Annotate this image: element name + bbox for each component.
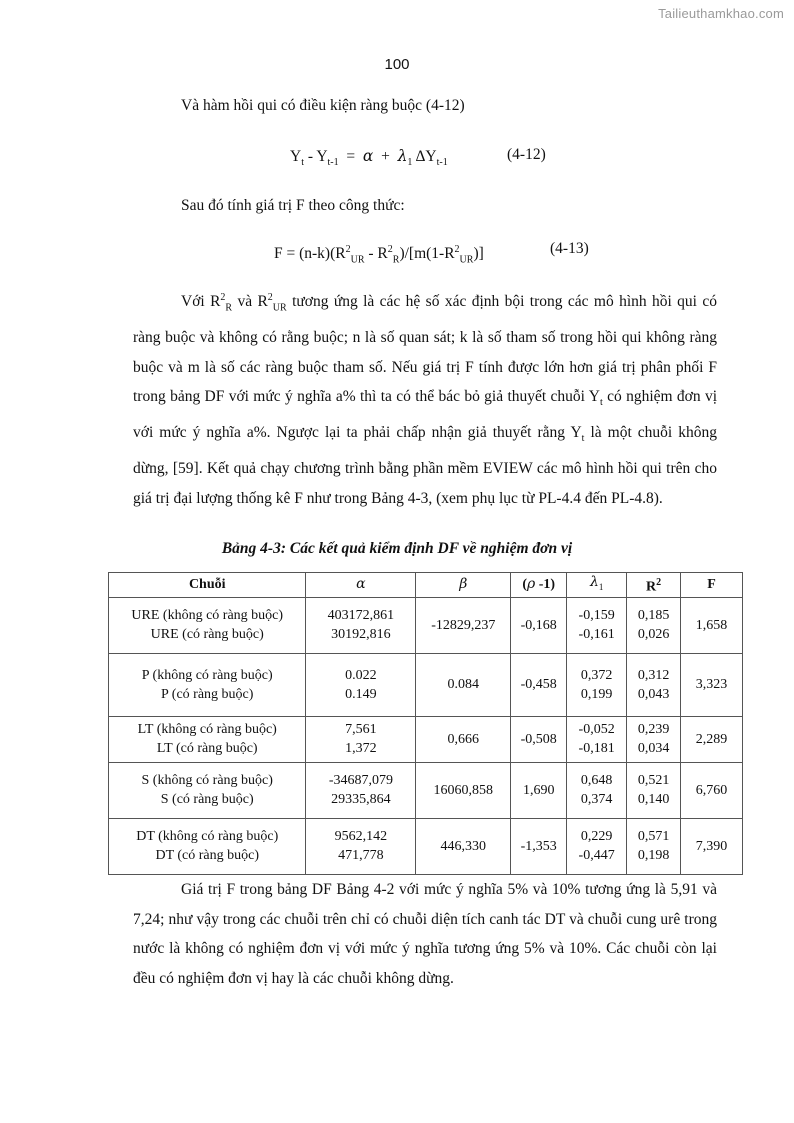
series-cell: P (không có ràng buộc) P (có ràng buộc) [109, 653, 306, 716]
series-cell: URE (không có ràng buộc) URE (có ràng buộc) [109, 597, 306, 653]
page-number: 100 [384, 56, 410, 73]
rho-cell: 1,690 [511, 762, 567, 818]
paragraph-1: Với $R^2_R$ và $R^2_{UR}$ tương ứng là các hệ số xác định bội trong các mô hình hồi qui có ràng buộc và không có rằng buộc; n là số quan sát; k là số tham số trong hồi qui không ràng buộc và m là số các ràng buộc tham số. Nếu giá trị F tính được lớn hơn giá trị phân phối F trong bảng DF với mức ý nghĩa a% thì ta có thể bác bỏ giả thuyết chuỗi $Y_t$ có nghiệm đơn vị với mức ý nghĩa a%. Ngược lại ta phải chấp nhận giả thuyết rằng $Y_t$ là một chuỗi không dừng, [59]. Kết quả chạy chương trình bằng phần mềm EVIEW các mô hình hồi qui trên cho giá trị đại lượng thống kê F như trong Bảng 4-3, (xem phụ lục từ PL-4.4 đến PL-4.8). [133, 292, 718, 507]
header-beta: β [416, 573, 511, 598]
table-row [109, 597, 743, 653]
f-cell: 3,323 [681, 653, 743, 716]
beta-cell: 0,666 [416, 716, 511, 762]
alpha-cell: 403172,861 30192,816 [306, 597, 416, 653]
f-cell: 7,390 [681, 818, 743, 874]
r2-cell: 0,571 0,198 [627, 818, 681, 874]
header-f: F [681, 573, 743, 598]
equation-4-13: $F = (n-k)(R^2_{UR} - R^2_R)/[m(1-R^2_{UR})]$ [274, 244, 484, 266]
lambda-cell: 0,372 0,199 [567, 653, 627, 716]
equation-label-4-12: (4-12) [507, 146, 546, 163]
alpha-cell: 9562,142 471,778 [306, 818, 416, 874]
table-caption: Bảng 4-3: Các kết quả kiểm định DF về nghiệm đơn vị [221, 540, 573, 557]
f-cell: 2,289 [681, 716, 743, 762]
rho-cell: -0,168 [511, 597, 567, 653]
lambda-cell: 0,648 0,374 [567, 762, 627, 818]
table-row [109, 653, 743, 716]
series-cell: S (không có ràng buộc) S (có ràng buộc) [109, 762, 306, 818]
f-cell: 6,760 [681, 762, 743, 818]
beta-cell: 446,330 [416, 818, 511, 874]
r2-cell: 0,185 0,026 [627, 597, 681, 653]
equation-4-12: $Y_t - Y_{t-1} = \alpha + \lambda_1$ $\Delta Y_{t-1}$ [290, 147, 448, 169]
alpha-cell: -34687,079 29335,864 [306, 762, 416, 818]
table-row [109, 716, 743, 762]
beta-cell: 0.084 [416, 653, 511, 716]
beta-cell: -12829,237 [416, 597, 511, 653]
header-alpha: α [306, 573, 416, 598]
table-row [109, 818, 743, 874]
header-series: Chuỗi [109, 573, 306, 598]
lambda-cell: -0,052 -0,181 [567, 716, 627, 762]
intro-line: Và hàm hồi qui có điều kiện ràng buộc (4-12) [181, 97, 465, 114]
results-table [108, 572, 743, 875]
header-lambda: $\lambda_1$ [567, 573, 627, 598]
alpha-cell: 7,561 1,372 [306, 716, 416, 762]
beta-cell: 16060,858 [416, 762, 511, 818]
rho-cell: -0,508 [511, 716, 567, 762]
equation-label-4-13: (4-13) [550, 240, 589, 257]
series-cell: LT (không có ràng buộc) LT (có ràng buộc) [109, 716, 306, 762]
header-r2: $R^2$ [627, 573, 681, 598]
then-line: Sau đó tính giá trị F theo công thức: [181, 197, 405, 214]
rho-cell: -0,458 [511, 653, 567, 716]
lambda-cell: 0,229 -0,447 [567, 818, 627, 874]
r2-cell: 0,312 0,043 [627, 653, 681, 716]
f-cell: 1,658 [681, 597, 743, 653]
header-rho: (ρ -1) [511, 573, 567, 598]
r2-cell: 0,521 0,140 [627, 762, 681, 818]
alpha-cell: 0.022 0.149 [306, 653, 416, 716]
table-row [109, 762, 743, 818]
series-cell: DT (không có ràng buộc) DT (có ràng buộc) [109, 818, 306, 874]
table-header-row [109, 573, 743, 598]
paragraph-2: Giá trị F trong bảng DF Bảng 4-2 với mức ý nghĩa 5% và 10% tương ứng là 5,91 và 7,24; như vậy trong các chuỗi trên chỉ có chuỗi diện tích canh tác DT và chuỗi cung urê trong nước là không có nghiệm đơn vị với mức ý nghĩa tương ứng 5% và 10%. Các chuỗi còn lại đều có nghiệm đơn vị hay là các chuỗi không dừng. [133, 881, 717, 988]
r2-cell: 0,239 0,034 [627, 716, 681, 762]
watermark: Tailieuthamkhao.com [658, 6, 784, 21]
rho-cell: -1,353 [511, 818, 567, 874]
lambda-cell: -0,159 -0,161 [567, 597, 627, 653]
